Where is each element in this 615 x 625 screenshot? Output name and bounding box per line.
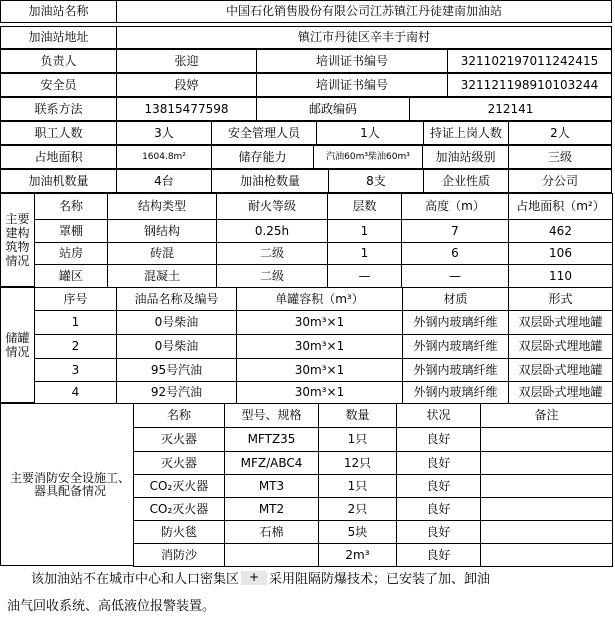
buildings-cell: 砖混: [107, 242, 217, 265]
tanks-cell: 1: [34, 310, 117, 335]
footer-text-a: 该加油站不在城市中心和人口密集区: [31, 572, 240, 587]
fire-header-cell: 数量: [318, 403, 397, 428]
tanks-cell: 0号柴油: [116, 334, 237, 359]
tanks-cell: 95号汽油: [116, 358, 237, 382]
fire-header-cell: 型号、规格: [224, 403, 319, 428]
certified-staff-label: 持证上岗人数: [423, 121, 509, 145]
buildings-cell: 462: [508, 219, 613, 243]
fire-cell: [224, 543, 319, 567]
tanks-cell: 外钢内玻璃纤维: [402, 381, 509, 404]
fire-cell: MFTZ35: [224, 427, 319, 452]
fire-cell: 12只: [318, 451, 397, 475]
tanks-header-cell: 油品名称及编号: [116, 287, 237, 311]
safety-manager-label: 安全管理人员: [211, 121, 317, 145]
tanks-section-label: 储罐情况: [0, 287, 35, 403]
fire-cell: 石棉: [224, 520, 319, 544]
machines-label: 加油机数量: [0, 169, 117, 193]
fire-cell: 良好: [396, 497, 481, 521]
tanks-cell: 双层卧式埋地罐: [508, 358, 613, 382]
tanks-header-cell: 序号: [34, 287, 117, 311]
tanks-cell: 30m³×1: [236, 310, 403, 335]
safety-cert-label: 培训证书编号: [256, 73, 448, 97]
buildings-cell: —: [327, 264, 402, 288]
tanks-cell: 30m³×1: [236, 334, 403, 359]
fire-cell: 2m³: [318, 543, 397, 567]
station-address-value: 镇江市丹徒区辛丰于南村: [116, 26, 612, 49]
tanks-cell: 30m³×1: [236, 358, 403, 382]
buildings-cell: 罐区: [34, 264, 108, 288]
tanks-cell: 4: [34, 381, 117, 404]
station-name-label: 加油站名称: [0, 0, 117, 23]
staff-count-label: 职工人数: [0, 121, 117, 145]
fire-cell: [480, 427, 613, 452]
certified-staff-value: 2人: [508, 121, 612, 145]
safety-officer-value: 段婷: [116, 73, 257, 97]
fire-cell: 1只: [318, 474, 397, 498]
tanks-header-cell: 形式: [508, 287, 613, 311]
tanks-cell: 92号汽油: [116, 381, 237, 404]
footer-line-1: [0, 571, 615, 588]
buildings-header-cell: 结构类型: [107, 193, 217, 220]
buildings-cell: 二级: [216, 264, 328, 288]
fire-cell: 良好: [396, 451, 481, 475]
buildings-header-cell: 层数: [327, 193, 402, 220]
fire-cell: 良好: [396, 520, 481, 544]
station-name-value: 中国石化销售股份有限公司江苏镇江丹徒建南加油站: [116, 0, 612, 23]
tanks-cell: 2: [34, 334, 117, 359]
safety-manager-value: 1人: [316, 121, 424, 145]
manager-label: 负责人: [0, 49, 117, 73]
footer-line-2: 油气回收系统、高低液位报警装置。: [7, 599, 216, 614]
buildings-cell: 钢结构: [107, 219, 217, 243]
station-level-value: 三级: [508, 145, 612, 169]
enterprise-nature-value: 分公司: [508, 169, 612, 193]
station-address-label: 加油站地址: [0, 26, 117, 49]
buildings-header-cell: 高度（m）: [401, 193, 509, 220]
manager-cert-label: 培训证书编号: [256, 49, 448, 73]
fire-cell: 2只: [318, 497, 397, 521]
buildings-cell: 罩棚: [34, 219, 108, 243]
fire-cell: 防火毯: [133, 520, 225, 544]
machines-value: 4台: [116, 169, 212, 193]
phone-label: 联系方法: [0, 97, 117, 121]
storage-value: 汽油60m³柴油60m³: [313, 145, 423, 169]
fire-cell: [480, 497, 613, 521]
fire-cell: 5块: [318, 520, 397, 544]
guns-value: 8支: [328, 169, 424, 193]
tanks-header-cell: 材质: [402, 287, 509, 311]
tanks-cell: 30m³×1: [236, 381, 403, 404]
tanks-cell: 外钢内玻璃纤维: [402, 310, 509, 335]
tanks-cell: 双层卧式埋地罐: [508, 381, 613, 404]
buildings-cell: 站房: [34, 242, 108, 265]
fire-header-cell: 名称: [133, 403, 225, 428]
tanks-cell: 0号柴油: [116, 310, 237, 335]
fire-cell: MT3: [224, 474, 319, 498]
fire-cell: 良好: [396, 474, 481, 498]
postcode-value: 212141: [409, 97, 612, 121]
enterprise-nature-label: 企业性质: [423, 169, 509, 193]
tanks-cell: 3: [34, 358, 117, 382]
fire-cell: 良好: [396, 427, 481, 452]
buildings-cell: 106: [508, 242, 613, 265]
station-level-label: 加油站级别: [422, 145, 509, 169]
buildings-cell: 1: [327, 242, 402, 265]
guns-label: 加油枪数量: [211, 169, 329, 193]
tanks-header-cell: 单罐容积（m³）: [236, 287, 403, 311]
buildings-cell: 110: [508, 264, 613, 288]
fire-header-cell: 备注: [480, 403, 613, 428]
footer-text-b: 采用阻隔防爆技术；已安装了加、卸油: [269, 572, 491, 587]
phone-value: 13815477598: [116, 97, 257, 121]
fire-cell: 1只: [318, 427, 397, 452]
fire-cell: 消防沙: [133, 543, 225, 567]
buildings-cell: 混凝土: [107, 264, 217, 288]
fire-cell: 良好: [396, 543, 481, 567]
fire-cell: [480, 520, 613, 544]
fire-cell: [480, 451, 613, 475]
buildings-header-cell: 名称: [34, 193, 108, 220]
buildings-cell: 0.25h: [216, 219, 328, 243]
area-value: 1604.8m²: [116, 145, 212, 169]
staff-count-value: 3人: [116, 121, 212, 145]
manager-cert-value: 321102197011242415: [447, 49, 612, 73]
fire-cell: CO₂灭火器: [133, 474, 225, 498]
fire-cell: [480, 543, 613, 567]
buildings-cell: 7: [401, 219, 509, 243]
fire-cell: CO₂灭火器: [133, 497, 225, 521]
buildings-cell: 二级: [216, 242, 328, 265]
plus-icon: [241, 571, 267, 585]
buildings-cell: —: [401, 264, 509, 288]
buildings-cell: 1: [327, 219, 402, 243]
fire-cell: 灭火器: [133, 427, 225, 452]
buildings-cell: 6: [401, 242, 509, 265]
fire-section-label: 主要消防安全设施工、器具配备情况: [0, 403, 134, 566]
buildings-section-label: 主要建构筑物情况: [0, 193, 35, 287]
safety-cert-value: 321121198910103244: [447, 73, 612, 97]
area-label: 占地面积: [0, 145, 117, 169]
buildings-header-cell: 占地面积（m²）: [508, 193, 613, 220]
safety-officer-label: 安全员: [0, 73, 117, 97]
tanks-cell: 外钢内玻璃纤维: [402, 358, 509, 382]
tanks-cell: 双层卧式埋地罐: [508, 310, 613, 335]
fire-cell: [480, 474, 613, 498]
storage-label: 储存能力: [211, 145, 314, 169]
tanks-cell: 外钢内玻璃纤维: [402, 334, 509, 359]
manager-value: 张迎: [116, 49, 257, 73]
postcode-label: 邮政编码: [256, 97, 410, 121]
fire-cell: MFZ/ABC4: [224, 451, 319, 475]
fire-cell: 灭火器: [133, 451, 225, 475]
fire-cell: MT2: [224, 497, 319, 521]
tanks-cell: 双层卧式埋地罐: [508, 334, 613, 359]
buildings-header-cell: 耐火等级: [216, 193, 328, 220]
fire-header-cell: 状况: [396, 403, 481, 428]
